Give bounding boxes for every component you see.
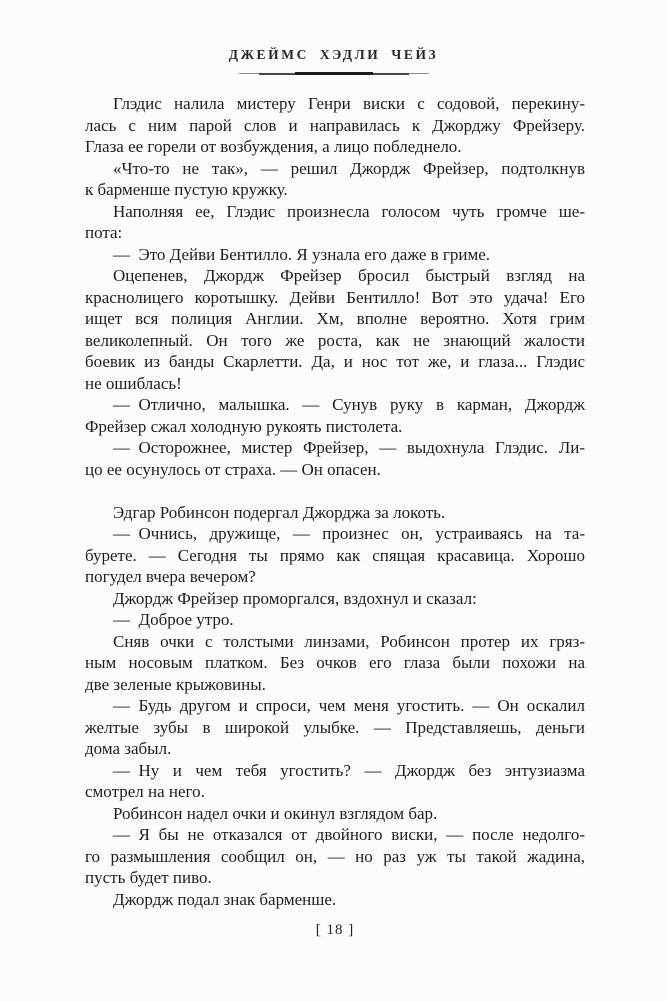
- text-line: дома забыл.: [85, 739, 172, 758]
- text-line: лась с ним парой слов и направилась к Джорджу Фрейзеру.: [85, 115, 585, 135]
- paragraph: [85, 244, 585, 266]
- paragraph: [85, 588, 585, 610]
- text-line: «Что-то не так», — решил Джордж Фрейзер, подтолкнув: [113, 158, 585, 178]
- text-line: — Это Дейви Бентилло. Я узнала его даже в гриме.: [113, 244, 491, 264]
- text-line: Джордж Фрейзер проморгался, вздохнул и сказал:: [113, 588, 477, 608]
- text-line: Оцепенев, Джордж Фрейзер бросил быстрый взгляд на: [113, 266, 585, 285]
- paragraph: [85, 760, 585, 803]
- paragraph: [85, 502, 585, 524]
- paragraph: [85, 394, 585, 437]
- running-header: [0, 46, 667, 75]
- text-line: смотрел на него.: [85, 782, 205, 801]
- paragraph: [85, 631, 585, 696]
- text-line: Фрейзер сжал холодную рукоять пистолета.: [85, 416, 403, 436]
- text-line: погудел вчера вечером?: [85, 567, 256, 586]
- paragraph: [85, 523, 585, 588]
- paragraph: [85, 201, 585, 244]
- paragraph: [85, 158, 585, 201]
- paragraph: [85, 803, 585, 825]
- paragraph: [85, 93, 585, 158]
- text-line: го размышления сообщил он, — но раз уж ты такой жадина,: [85, 846, 585, 866]
- text-line: — Будь другом и спроси, чем меня угостить. — Он оскалил: [113, 696, 585, 715]
- text-line: пота:: [85, 223, 123, 242]
- text-line: Глэдис налила мистеру Генри виски с содовой, перекину-: [113, 94, 585, 113]
- text-line: две зеленые крыжовины.: [85, 674, 266, 694]
- text-line: ищет вся полиция Англии. Хм, вполне вероятно. Хотя грим: [85, 309, 585, 328]
- text-line: ным носовым платком. Без очков его глаза были похожи на: [85, 653, 585, 672]
- text-line: Джордж подал знак барменше.: [113, 889, 337, 909]
- text-line: боевик из банды Скарлетти. Да, и нос тот же, и глаза... Глэдис: [85, 352, 585, 371]
- text-line: Глаза ее горели от возбуждения, а лицо побледнело.: [85, 137, 462, 156]
- header-divider-ornament: [239, 72, 429, 75]
- text-block: [85, 93, 585, 910]
- text-line: Робинсон надел очки и окинул взглядом бар.: [113, 803, 438, 823]
- text-line: великолепный. Он того же роста, как не знающий жалости: [85, 330, 585, 350]
- text-line: — Отлично, малышка. — Сунув руку в карман, Джордж: [113, 395, 585, 414]
- text-line: Эдгар Робинсон подергал Джорджа за локоть.: [113, 502, 446, 522]
- text-line: краснолицего коротышку. Дейви Бентилло! Вот это удача! Его: [85, 287, 585, 307]
- paragraph: [85, 824, 585, 889]
- text-line: желтые зубы в широкой улыбке. — Представляешь, деньги: [85, 717, 585, 737]
- text-line: — Очнись, дружище, — произнес он, устраиваясь на та-: [113, 524, 585, 543]
- paragraph: [85, 437, 585, 480]
- text-line: Сняв очки с толстыми линзами, Робинсон протер их гряз-: [113, 631, 585, 651]
- text-line: не ошиблась!: [85, 373, 182, 393]
- page-number: [ 18 ]: [315, 922, 355, 938]
- paragraph: [85, 265, 585, 394]
- text-line: — Осторожнее, мистер Фрейзер, — выдохнула Глэдис. Ли-: [113, 438, 585, 457]
- text-line: цо ее осунулось от страха. — Он опасен.: [85, 459, 381, 479]
- text-line: пусть будет пиво.: [85, 868, 212, 887]
- text-line: бурете. — Сегодня ты прямо как спящая красавица. Хорошо: [85, 545, 585, 565]
- paragraph: [85, 889, 585, 911]
- text-line: Наполняя ее, Глэдис произнесла голосом чуть громче ше-: [113, 201, 585, 221]
- text-line: — Доброе утро.: [113, 610, 234, 629]
- text-line: — Ну и чем тебя угостить? — Джордж без энтузиазма: [113, 760, 585, 780]
- author-title: ДЖЕЙМС ХЭДЛИ ЧЕЙЗ: [228, 47, 439, 62]
- paragraph: [85, 609, 585, 631]
- paragraph: [85, 695, 585, 760]
- text-line: — Я бы не отказался от двойного виски, — после недолго-: [113, 825, 585, 844]
- text-line: к барменше пустую кружку.: [85, 180, 288, 199]
